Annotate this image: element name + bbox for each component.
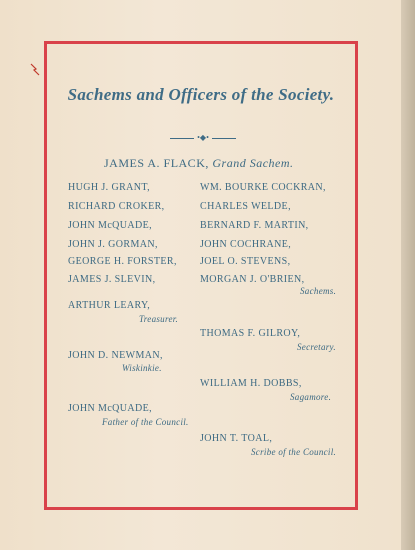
treasurer-name: ARTHUR LEARY,	[68, 300, 151, 311]
margin-mark-icon	[30, 62, 40, 76]
father-name: JOHN McQUADE,	[68, 403, 153, 414]
scribe-role: Scribe of the Council.	[251, 447, 337, 457]
sachem-name: JAMES J. SLEVIN,	[68, 274, 156, 285]
wiskinkie-name: JOHN D. NEWMAN,	[68, 350, 163, 361]
treasurer-role: Treasurer.	[139, 314, 179, 324]
grand-sachem-name: JAMES A. FLACK,	[104, 156, 209, 170]
page-edge	[401, 0, 415, 550]
sachem-name: RICHARD CROKER,	[68, 201, 165, 212]
sachem-name: HUGH J. GRANT,	[68, 182, 151, 193]
wiskinkie-role: Wiskinkie.	[122, 363, 162, 373]
sachem-name: JOHN McQUADE,	[68, 220, 153, 231]
secretary-role: Secretary.	[297, 342, 336, 352]
ornament-divider	[170, 133, 236, 142]
sachem-name: JOEL O. STEVENS,	[200, 256, 291, 267]
father-role: Father of the Council.	[102, 417, 189, 427]
scribe-name: JOHN T. TOAL,	[200, 433, 273, 444]
grand-sachem-entry	[104, 156, 294, 171]
sagamore-name: WILLIAM H. DOBBS,	[200, 378, 302, 389]
page-title: Sachems and Officers of the Society.	[67, 85, 335, 104]
sachem-name: JOHN COCHRANE,	[200, 239, 292, 250]
sagamore-role: Sagamore.	[290, 392, 332, 402]
sachem-name: BERNARD F. MARTIN,	[200, 220, 309, 231]
sachem-name: JOHN J. GORMAN,	[68, 239, 158, 250]
grand-sachem-role: Grand Sachem.	[212, 156, 294, 170]
sachems-label: Sachems.	[300, 286, 337, 296]
secretary-name: THOMAS F. GILROY,	[200, 328, 301, 339]
ornament-glyph: •◆•	[197, 133, 209, 142]
sachem-name: MORGAN J. O'BRIEN,	[200, 274, 305, 285]
sachem-name: CHARLES WELDE,	[200, 201, 291, 212]
sachem-name: GEORGE H. FORSTER,	[68, 256, 177, 267]
sachem-name: WM. BOURKE COCKRAN,	[200, 182, 326, 193]
